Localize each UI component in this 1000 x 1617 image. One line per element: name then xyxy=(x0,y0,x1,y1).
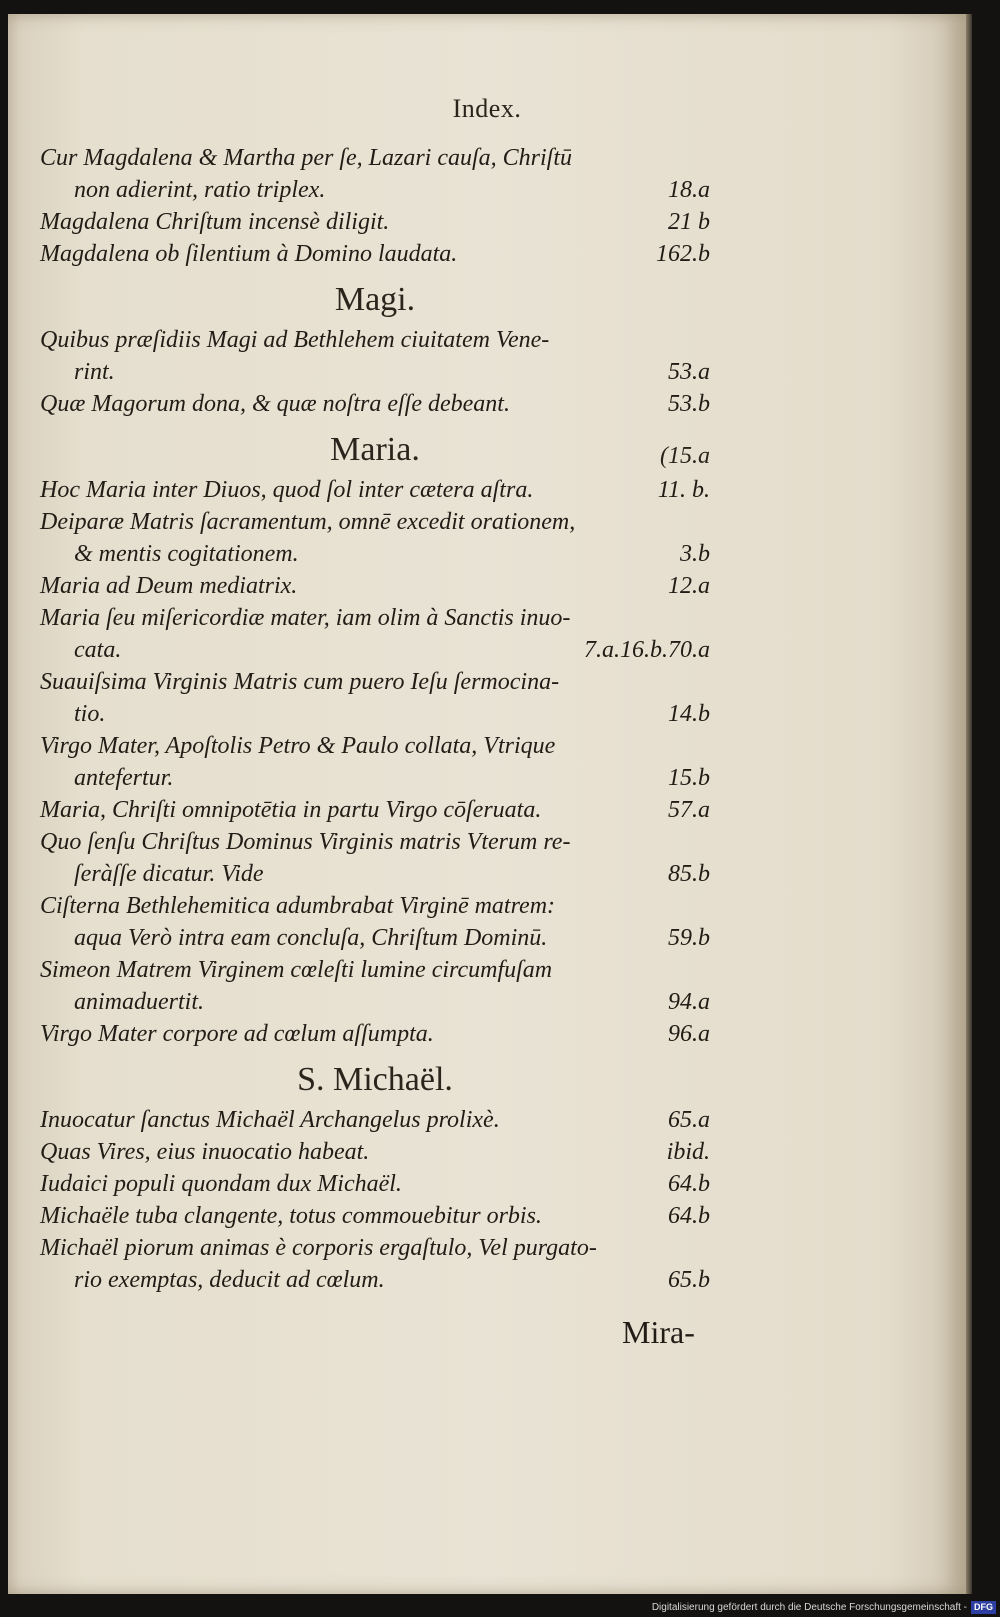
entry-text: Quæ Magorum dona, & quæ noſtra eſſe debeant. xyxy=(40,391,510,417)
section-heading-ref: (15.a xyxy=(660,443,710,469)
entry-text: Quo ſenſu Chriſtus Dominus Virginis matris Vterum re- xyxy=(40,829,571,855)
index-entry-line xyxy=(40,922,710,954)
index-entry-line xyxy=(40,238,710,270)
entry-text: & mentis cogitationem. xyxy=(74,541,299,567)
entry-text: Maria ad Deum mediatrix. xyxy=(40,573,298,599)
index-entry-line xyxy=(40,890,710,922)
entry-page-ref: 162.b xyxy=(656,241,710,267)
entry-text: Maria, Chriſti omnipotētia in partu Virgo cōſeruata. xyxy=(40,797,542,823)
index-entry-line xyxy=(40,324,710,356)
entry-page-ref: 3.b xyxy=(680,541,710,567)
entry-text: non adierint, ratio triplex. xyxy=(74,177,326,203)
index-entry-line xyxy=(40,954,710,986)
index-entry-line xyxy=(40,388,710,420)
index-entry-line xyxy=(40,762,710,794)
entry-page-ref: 12.a xyxy=(668,573,710,599)
entry-page-ref: 65.a xyxy=(668,1107,710,1133)
index-entry-line xyxy=(40,1136,710,1168)
index-entry-line xyxy=(40,1232,710,1264)
index-entry-line xyxy=(40,142,710,174)
index-entry-line xyxy=(40,1104,710,1136)
index-content xyxy=(40,142,710,1296)
index-entry-line xyxy=(40,698,710,730)
entry-text: Virgo Mater, Apoſtolis Petro & Paulo collata, Vtrique xyxy=(40,733,556,759)
index-entry-line xyxy=(40,570,710,602)
index-entry-line xyxy=(40,634,710,666)
index-entry-line xyxy=(40,206,710,238)
section-heading xyxy=(40,420,710,474)
entry-text: Suauiſsima Virginis Matris cum puero Ieſu ſermocina- xyxy=(40,669,560,695)
entry-page-ref: 64.b xyxy=(668,1171,710,1197)
entry-page-ref: 53.a xyxy=(668,359,710,385)
book-page xyxy=(8,14,966,1594)
entry-text: Quas Vires, eius inuocatio habeat. xyxy=(40,1139,370,1165)
index-entry-line xyxy=(40,1264,710,1296)
index-entry-line xyxy=(40,602,710,634)
entry-text: Cur Magdalena & Martha per ſe, Lazari cauſa, Chriſtū xyxy=(40,145,573,171)
entry-text: Iudaici populi quondam dux Michaël. xyxy=(40,1171,402,1197)
entry-page-ref: 7.a.16.b.70.a xyxy=(584,637,710,663)
entry-text: Virgo Mater corpore ad cœlum aſſumpta. xyxy=(40,1021,434,1047)
entry-text: Deiparæ Matris ſacramentum, omnē excedit orationem, xyxy=(40,509,576,535)
entry-text: rio exemptas, deducit ad cœlum. xyxy=(74,1267,385,1293)
entry-text: Inuocatur ſanctus Michaël Archangelus prolixè. xyxy=(40,1107,500,1133)
entry-text: Simeon Matrem Virginem cœleſti lumine circumfuſam xyxy=(40,957,553,983)
index-entry-line xyxy=(40,174,710,206)
entry-text: aqua Verò intra eam concluſa, Chriſtum Dominū. xyxy=(74,925,548,951)
entry-text: Quibus præſidiis Magi ad Bethlehem ciuitatem Vene- xyxy=(40,327,550,353)
index-entry-line xyxy=(40,986,710,1018)
entry-page-ref: 11. b. xyxy=(657,477,710,503)
entry-text: rint. xyxy=(74,359,115,385)
index-entry-line xyxy=(40,730,710,762)
entry-text: Ciſterna Bethlehemitica adumbrabat Virginē matrem: xyxy=(40,893,556,919)
entry-page-ref: ibid. xyxy=(666,1139,710,1165)
footer xyxy=(0,1598,996,1617)
entry-text: Hoc Maria inter Diuos, quod ſol inter cætera aſtra. xyxy=(40,477,534,503)
index-entry-line xyxy=(40,1200,710,1232)
section-heading xyxy=(40,270,710,324)
entry-page-ref: 59.b xyxy=(668,925,710,951)
section-heading-text: S. Michaël. xyxy=(297,1061,453,1098)
index-entry-line xyxy=(40,666,710,698)
entry-page-ref: 94.a xyxy=(668,989,710,1015)
entry-page-ref: 21 b xyxy=(668,209,710,235)
entry-text: Maria ſeu miſericordiæ mater, iam olim à Sanctis inuo- xyxy=(40,605,571,631)
index-entry-line xyxy=(40,506,710,538)
index-entry-line xyxy=(40,1168,710,1200)
entry-text: animaduertit. xyxy=(74,989,204,1015)
index-entry-line xyxy=(40,826,710,858)
catchword: Mira- xyxy=(622,1314,695,1350)
entry-page-ref: 64.b xyxy=(668,1203,710,1229)
index-entry-line xyxy=(40,356,710,388)
footer-text: Digitalisierung gefördert durch die Deutsche Forschungsgemeinschaft - xyxy=(651,1602,967,1613)
entry-text: antefertur. xyxy=(74,765,174,791)
entry-text: ſeràſſe dicatur. Vide xyxy=(74,861,264,887)
entry-text: tio. xyxy=(74,701,106,727)
entry-page-ref: 18.a xyxy=(668,177,710,203)
entry-page-ref: 57.a xyxy=(668,797,710,823)
dfg-logo: DFG xyxy=(971,1601,996,1614)
entry-page-ref: 53.b xyxy=(668,391,710,417)
section-heading xyxy=(40,1050,710,1104)
entry-page-ref: 14.b xyxy=(668,701,710,727)
section-heading-text: Magi. xyxy=(334,281,416,318)
entry-page-ref: 85.b xyxy=(668,861,710,887)
entry-text: Michaële tuba clangente, totus commouebitur orbis. xyxy=(40,1203,542,1229)
entry-text: Magdalena Chriſtum incensè diligit. xyxy=(40,209,390,235)
running-head: Index. xyxy=(452,94,522,123)
entry-text: cata. xyxy=(74,637,122,663)
index-entry-line xyxy=(40,538,710,570)
entry-page-ref: 96.a xyxy=(668,1021,710,1047)
entry-page-ref: 15.b xyxy=(668,765,710,791)
entry-page-ref: 65.b xyxy=(668,1267,710,1293)
index-entry-line xyxy=(40,794,710,826)
section-heading-text: Maria. xyxy=(330,431,420,468)
page-edge xyxy=(966,14,972,1594)
index-entry-line xyxy=(40,1018,710,1050)
entry-text: Magdalena ob ſilentium à Domino laudata. xyxy=(40,241,458,267)
index-entry-line xyxy=(40,474,710,506)
entry-text: Michaël piorum animas è corporis ergaſtulo, Vel purgato- xyxy=(40,1235,597,1261)
index-entry-line xyxy=(40,858,710,890)
